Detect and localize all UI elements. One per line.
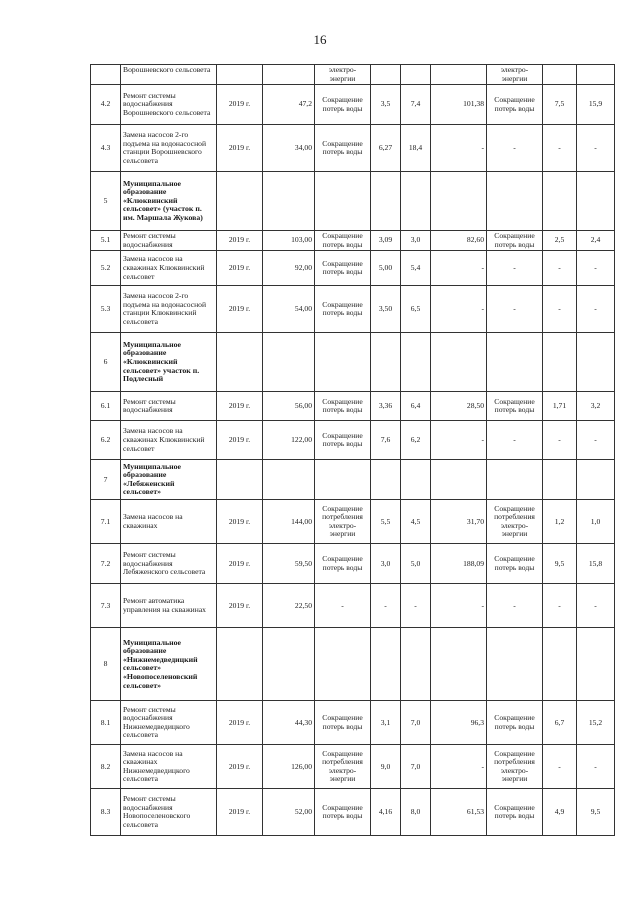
value-1-cell: 5,00	[371, 251, 401, 286]
value-1-cell	[371, 628, 401, 701]
effect-2-cell	[487, 628, 543, 701]
value-2-cell: 6,4	[401, 392, 431, 421]
value-5-cell	[577, 628, 615, 701]
row-number: 5.3	[91, 286, 121, 333]
value-2-cell: -	[401, 584, 431, 628]
amount-cell	[263, 460, 315, 500]
value-2-cell	[401, 65, 431, 85]
amount-cell	[263, 65, 315, 85]
value-2-cell: 7,0	[401, 701, 431, 745]
table-row	[91, 65, 615, 85]
amount-cell	[263, 628, 315, 701]
row-number: 8.3	[91, 789, 121, 836]
value-1-cell	[371, 65, 401, 85]
effect-2-cell: Сокращение потерь воды	[487, 789, 543, 836]
amount-cell: 22,50	[263, 584, 315, 628]
amount-cell: 144,00	[263, 500, 315, 544]
effect-2-cell: электро-энергии	[487, 65, 543, 85]
value-3-cell: 31,70	[431, 500, 487, 544]
value-5-cell: -	[577, 745, 615, 789]
value-3-cell: 61,53	[431, 789, 487, 836]
value-1-cell: 3,1	[371, 701, 401, 745]
value-4-cell: -	[543, 584, 577, 628]
value-2-cell: 5,4	[401, 251, 431, 286]
value-3-cell: -	[431, 286, 487, 333]
effect-cell: Сокращение потерь воды	[315, 701, 371, 745]
value-4-cell: -	[543, 125, 577, 172]
row-number: 6.1	[91, 392, 121, 421]
measure-name: Ворошневского сельсовета	[121, 65, 217, 85]
measure-name: Муниципальное образование «Нижнемедведицкий сельсовет» «Новопоселеновский сельсовет»	[121, 628, 217, 701]
table-row	[91, 500, 615, 544]
effect-2-cell: -	[487, 286, 543, 333]
measure-name: Замена насосов на скважинах Нижнемедведицкого сельсовета	[121, 745, 217, 789]
measure-name: Ремонт системы водоснабжения Лебяженского сельсовета	[121, 544, 217, 584]
effect-cell: Сокращение потребления электро-энергии	[315, 500, 371, 544]
measure-name: Замена насосов на скважинах Клюквинский сельсовет	[121, 251, 217, 286]
effect-2-cell: Сокращение потерь воды	[487, 231, 543, 251]
value-4-cell: 1,2	[543, 500, 577, 544]
year-cell: 2019 г.	[217, 85, 263, 125]
table-row	[91, 544, 615, 584]
value-4-cell: -	[543, 286, 577, 333]
amount-cell: 126,00	[263, 745, 315, 789]
value-1-cell: -	[371, 584, 401, 628]
year-cell: 2019 г.	[217, 584, 263, 628]
value-5-cell: -	[577, 584, 615, 628]
value-2-cell: 3,0	[401, 231, 431, 251]
value-5-cell: -	[577, 286, 615, 333]
value-5-cell	[577, 333, 615, 392]
value-5-cell: 3,2	[577, 392, 615, 421]
value-2-cell: 18,4	[401, 125, 431, 172]
year-cell: 2019 г.	[217, 544, 263, 584]
amount-cell: 59,50	[263, 544, 315, 584]
value-2-cell: 8,0	[401, 789, 431, 836]
value-2-cell	[401, 460, 431, 500]
value-1-cell: 3,50	[371, 286, 401, 333]
table-row	[91, 125, 615, 172]
value-3-cell: -	[431, 125, 487, 172]
table-row	[91, 172, 615, 231]
value-5-cell: 9,5	[577, 789, 615, 836]
value-1-cell	[371, 172, 401, 231]
row-number: 8.1	[91, 701, 121, 745]
year-cell: 2019 г.	[217, 286, 263, 333]
table-row	[91, 85, 615, 125]
value-1-cell: 3,5	[371, 85, 401, 125]
year-cell: 2019 г.	[217, 745, 263, 789]
measure-name: Ремонт системы водоснабжения	[121, 392, 217, 421]
value-4-cell	[543, 333, 577, 392]
table-row	[91, 584, 615, 628]
effect-cell	[315, 172, 371, 231]
value-2-cell: 5,0	[401, 544, 431, 584]
value-3-cell	[431, 628, 487, 701]
effect-cell: Сокращение потерь воды	[315, 544, 371, 584]
row-number	[91, 65, 121, 85]
table-row	[91, 745, 615, 789]
value-4-cell: 2,5	[543, 231, 577, 251]
value-3-cell	[431, 65, 487, 85]
effect-2-cell: Сокращение потребления электро-энергии	[487, 745, 543, 789]
table-row	[91, 286, 615, 333]
measure-name: Муниципальное образование «Клюквинский сельсовет» участок п. Подлесный	[121, 333, 217, 392]
value-4-cell	[543, 172, 577, 231]
value-3-cell: 101,38	[431, 85, 487, 125]
effect-cell	[315, 333, 371, 392]
effect-cell: Сокращение потерь воды	[315, 392, 371, 421]
row-number: 5	[91, 172, 121, 231]
value-1-cell	[371, 460, 401, 500]
value-1-cell	[371, 333, 401, 392]
value-4-cell: 1,71	[543, 392, 577, 421]
measure-name: Замена насосов 2-го подъема на водонасосной станции Ворошневского сельсовета	[121, 125, 217, 172]
value-3-cell: 96,3	[431, 701, 487, 745]
year-cell	[217, 628, 263, 701]
table-row	[91, 392, 615, 421]
value-1-cell: 5,5	[371, 500, 401, 544]
row-number: 8.2	[91, 745, 121, 789]
value-5-cell: -	[577, 421, 615, 460]
row-number: 7.3	[91, 584, 121, 628]
value-5-cell: 2,4	[577, 231, 615, 251]
year-cell	[217, 460, 263, 500]
measure-name: Замена насосов 2-го подъема на водонасосной станции Клюквинский сельсовета	[121, 286, 217, 333]
year-cell	[217, 65, 263, 85]
value-2-cell: 6,5	[401, 286, 431, 333]
year-cell: 2019 г.	[217, 125, 263, 172]
effect-cell: Сокращение потерь воды	[315, 286, 371, 333]
table-body	[91, 65, 615, 836]
effect-cell: электро-энергии	[315, 65, 371, 85]
value-4-cell	[543, 628, 577, 701]
row-number: 7	[91, 460, 121, 500]
row-number: 4.3	[91, 125, 121, 172]
value-3-cell: 188,09	[431, 544, 487, 584]
value-5-cell: 15,2	[577, 701, 615, 745]
effect-2-cell	[487, 333, 543, 392]
value-3-cell: 28,50	[431, 392, 487, 421]
value-1-cell: 7,6	[371, 421, 401, 460]
effect-cell: Сокращение потерь воды	[315, 85, 371, 125]
effect-cell: Сокращение потерь воды	[315, 231, 371, 251]
amount-cell: 103,00	[263, 231, 315, 251]
value-1-cell: 6,27	[371, 125, 401, 172]
measure-name: Ремонт системы водоснабжения Нижнемедведицкого сельсовета	[121, 701, 217, 745]
row-number: 6	[91, 333, 121, 392]
year-cell: 2019 г.	[217, 421, 263, 460]
amount-cell: 54,00	[263, 286, 315, 333]
effect-2-cell: -	[487, 421, 543, 460]
measure-name: Муниципальное образование «Лебяженский сельсовет»	[121, 460, 217, 500]
measure-name: Муниципальное образование «Клюквинский сельсовет» (участок п. им. Маршала Жукова)	[121, 172, 217, 231]
row-number: 7.1	[91, 500, 121, 544]
effect-2-cell	[487, 460, 543, 500]
year-cell: 2019 г.	[217, 251, 263, 286]
amount-cell: 92,00	[263, 251, 315, 286]
value-5-cell	[577, 460, 615, 500]
measure-name: Ремонт системы водоснабжения Ворошневского сельсовета	[121, 85, 217, 125]
year-cell	[217, 333, 263, 392]
value-5-cell	[577, 65, 615, 85]
value-3-cell	[431, 460, 487, 500]
table-row	[91, 421, 615, 460]
effect-2-cell: Сокращение потерь воды	[487, 392, 543, 421]
effect-cell: Сокращение потерь воды	[315, 789, 371, 836]
effect-cell	[315, 628, 371, 701]
value-5-cell: -	[577, 125, 615, 172]
effect-cell: Сокращение потерь воды	[315, 251, 371, 286]
value-3-cell	[431, 172, 487, 231]
table-row	[91, 628, 615, 701]
row-number: 5.1	[91, 231, 121, 251]
value-1-cell: 3,09	[371, 231, 401, 251]
table-row	[91, 251, 615, 286]
value-2-cell	[401, 333, 431, 392]
measure-name: Ремонт системы водоснабжения Новопоселеновского сельсовета	[121, 789, 217, 836]
value-4-cell: 4,9	[543, 789, 577, 836]
row-number: 4.2	[91, 85, 121, 125]
value-4-cell: -	[543, 421, 577, 460]
value-3-cell: -	[431, 745, 487, 789]
effect-cell	[315, 460, 371, 500]
year-cell: 2019 г.	[217, 500, 263, 544]
effect-2-cell: Сокращение потерь воды	[487, 85, 543, 125]
value-4-cell: 7,5	[543, 85, 577, 125]
value-5-cell: 1,0	[577, 500, 615, 544]
amount-cell: 56,00	[263, 392, 315, 421]
table-row	[91, 789, 615, 836]
row-number: 8	[91, 628, 121, 701]
table-row	[91, 231, 615, 251]
table-row	[91, 333, 615, 392]
effect-2-cell: -	[487, 251, 543, 286]
value-3-cell: -	[431, 421, 487, 460]
effect-cell: -	[315, 584, 371, 628]
value-2-cell: 7,4	[401, 85, 431, 125]
value-2-cell: 7,0	[401, 745, 431, 789]
measure-name: Замена насосов на скважинах	[121, 500, 217, 544]
value-1-cell: 4,16	[371, 789, 401, 836]
value-1-cell: 3,0	[371, 544, 401, 584]
value-4-cell	[543, 65, 577, 85]
year-cell: 2019 г.	[217, 789, 263, 836]
year-cell: 2019 г.	[217, 701, 263, 745]
amount-cell	[263, 172, 315, 231]
row-number: 6.2	[91, 421, 121, 460]
value-4-cell: -	[543, 745, 577, 789]
value-5-cell: 15,9	[577, 85, 615, 125]
effect-2-cell: -	[487, 584, 543, 628]
year-cell	[217, 172, 263, 231]
page-number: 16	[313, 32, 327, 47]
value-5-cell: -	[577, 251, 615, 286]
value-2-cell: 6,2	[401, 421, 431, 460]
value-4-cell: 9,5	[543, 544, 577, 584]
amount-cell: 44,30	[263, 701, 315, 745]
value-2-cell	[401, 172, 431, 231]
effect-2-cell: Сокращение потерь воды	[487, 544, 543, 584]
amount-cell: 122,00	[263, 421, 315, 460]
effect-cell: Сокращение потребления электро-энергии	[315, 745, 371, 789]
value-3-cell: -	[431, 584, 487, 628]
row-number: 5.2	[91, 251, 121, 286]
value-4-cell: 6,7	[543, 701, 577, 745]
value-3-cell	[431, 333, 487, 392]
effect-2-cell: Сокращение потребления электро-энергии	[487, 500, 543, 544]
value-2-cell	[401, 628, 431, 701]
effect-cell: Сокращение потерь воды	[315, 125, 371, 172]
value-3-cell: 82,60	[431, 231, 487, 251]
value-4-cell	[543, 460, 577, 500]
value-1-cell: 3,36	[371, 392, 401, 421]
measure-name: Замена насосов на скважинах Клюквинский сельсовет	[121, 421, 217, 460]
value-3-cell: -	[431, 251, 487, 286]
effect-2-cell: Сокращение потерь воды	[487, 701, 543, 745]
table-row	[91, 701, 615, 745]
amount-cell: 52,00	[263, 789, 315, 836]
amount-cell: 34,00	[263, 125, 315, 172]
value-5-cell	[577, 172, 615, 231]
measure-name: Ремонт автоматика управления на скважинах	[121, 584, 217, 628]
measure-name: Ремонт системы водоснабжения	[121, 231, 217, 251]
value-1-cell: 9,0	[371, 745, 401, 789]
effect-cell: Сокращение потерь воды	[315, 421, 371, 460]
year-cell: 2019 г.	[217, 392, 263, 421]
effect-2-cell: -	[487, 125, 543, 172]
value-2-cell: 4,5	[401, 500, 431, 544]
effect-2-cell	[487, 172, 543, 231]
program-table	[90, 64, 615, 836]
value-5-cell: 15,8	[577, 544, 615, 584]
row-number: 7.2	[91, 544, 121, 584]
amount-cell: 47,2	[263, 85, 315, 125]
year-cell: 2019 г.	[217, 231, 263, 251]
table-row	[91, 460, 615, 500]
value-4-cell: -	[543, 251, 577, 286]
amount-cell	[263, 333, 315, 392]
